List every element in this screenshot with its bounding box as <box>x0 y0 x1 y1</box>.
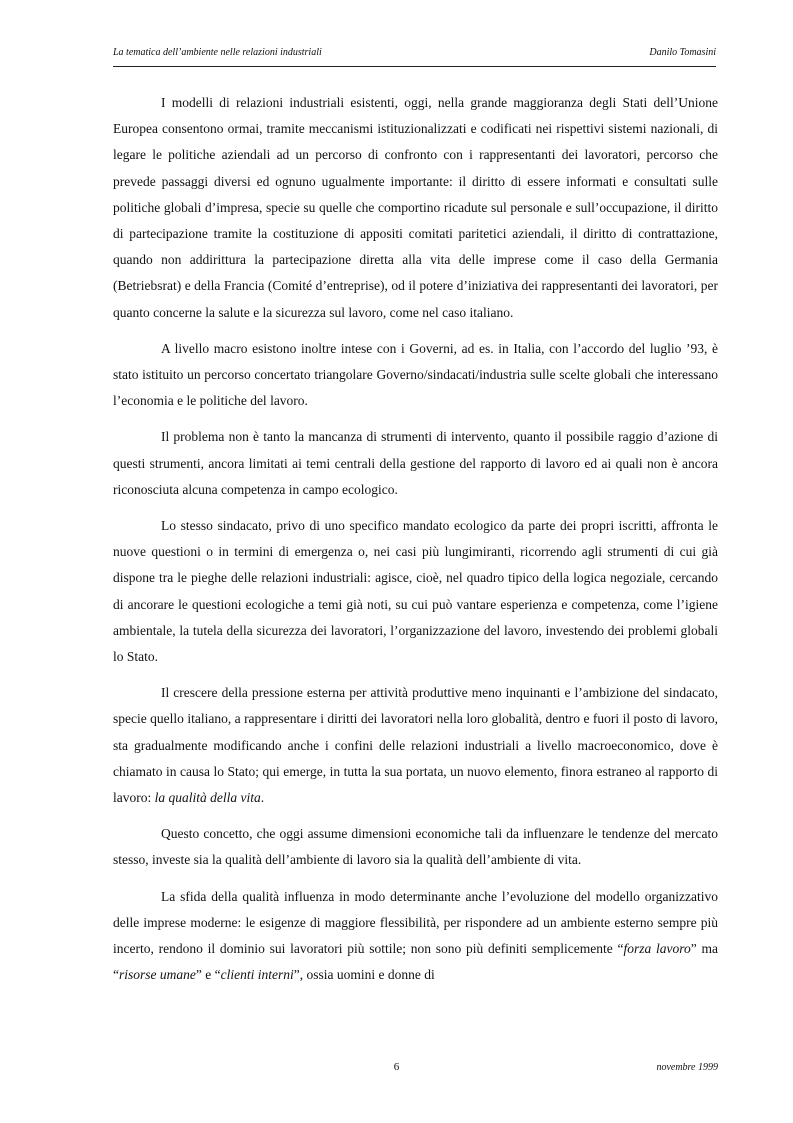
paragraph-5: Il crescere della pressione esterna per attività produttive meno inquinanti e l’ambizione del sindacato, specie quello italiano, a rappresentare i diritti dei lavoratori nella loro globalità, dentro e fuori il posto di lavoro, sta gradualmente modificando anche i confini delle relazioni industriali a livello macroeconomico, dove è chiamato in causa lo Stato; qui emerge, in tutta la sua portata, un nuovo elemento, finora estraneo al rapporto di lavoro: la qualità della vita. <box>113 685 718 806</box>
footer-date: novembre 1999 <box>656 1062 718 1073</box>
paragraph-2: A livello macro esistono inoltre intese con i Governi, ad es. in Italia, con l’accordo del luglio ’93, è stato istituito un percorso concertato triangolare Governo/sindacati/industria sulle scelte globali che interessano l’economia e le politiche del lavoro. <box>113 340 718 409</box>
paragraph-6: Questo concetto, che oggi assume dimensioni economiche tali da influenzare le tendenze del mercato stesso, investe sia la qualità dell’ambiente di lavoro sia la qualità dell’ambiente di vita. <box>113 826 718 868</box>
emphasis-quality-of-life: la qualità della vita <box>154 790 261 806</box>
paragraph-4: Lo stesso sindacato, privo di uno specifico mandato ecologico da parte dei propri iscritti, affronta le nuove questioni o in termini di emergenza o, nei casi più lungimiranti, ricorrendo agli strumenti di cui già dispone tra le pieghe delle relazioni industriali: agisce, cioè, nel quadro tipico della logica negoziale, cercando di ancorare le questioni ecologiche a temi già noti, su cui può vantare esperienza e competenza, come l’igiene ambientale, la tutela della sicurezza dei lavoratori, l’organizzazione del lavoro, investendo dei problemi globali lo Stato. <box>113 518 718 665</box>
header-title: La tematica dell’ambiente nelle relazioni industriali <box>113 47 322 58</box>
header-author: Danilo Tomasini <box>649 47 716 58</box>
header-rule <box>113 66 716 67</box>
page-number: 6 <box>393 1061 400 1073</box>
emphasis-internal-clients: clienti interni <box>220 967 294 983</box>
paragraph-1: I modelli di relazioni industriali esistenti, oggi, nella grande maggioranza degli Stati dell’Unione Europea consentono ormai, tramite meccanismi istituzionalizzati e codificati nei rispettivi sistemi nazionali, di legare le politiche aziendali ad un percorso di confronto con i rappresentanti dei lavoratori, percorso che prevede passaggi diversi ed ognuno ugualmente importante: il diritto di essere informati e consultati sulle politiche globali d’impresa, specie su quelle che comportino ricadute sul personale e sull’occupazione, il diritto di partecipazione tramite la costituzione di appositi comitati paritetici aziendali, il diritto di contrattazione, quando non addirittura la partecipazione diretta alla vita delle imprese come il caso della Germania (Betriebsrat) e della Francia (Comité d’entreprise), od il potere d’iniziativa dei rappresentanti dei lavoratori, per quanto concerne la salute e la sicurezza sul lavoro, come nel caso italiano. <box>113 95 718 320</box>
emphasis-workforce: forza lavoro <box>623 941 691 957</box>
paragraph-3: Il problema non è tanto la mancanza di strumenti di intervento, quanto il possibile raggio d’azione di questi strumenti, ancora limitati ai temi centrali della gestione del rapporto di lavoro ed ai quali non è ancora riconosciuta alcuna competenza in campo ecologico. <box>113 429 718 497</box>
emphasis-human-resources: risorse umane <box>119 967 196 983</box>
paragraph-7: La sfida della qualità influenza in modo determinante anche l’evoluzione del modello organizzativo delle imprese moderne: le esigenze di maggiore flessibilità, per rispondere ad un ambiente esterno sempre più incerto, rendono il dominio sui lavoratori più sottile; non sono più definiti semplicemente “forza lavoro” ma “risorse umane” e “clienti interni”, ossia uomini e donne di <box>113 888 718 983</box>
body-text <box>113 90 718 999</box>
running-header <box>113 47 716 58</box>
